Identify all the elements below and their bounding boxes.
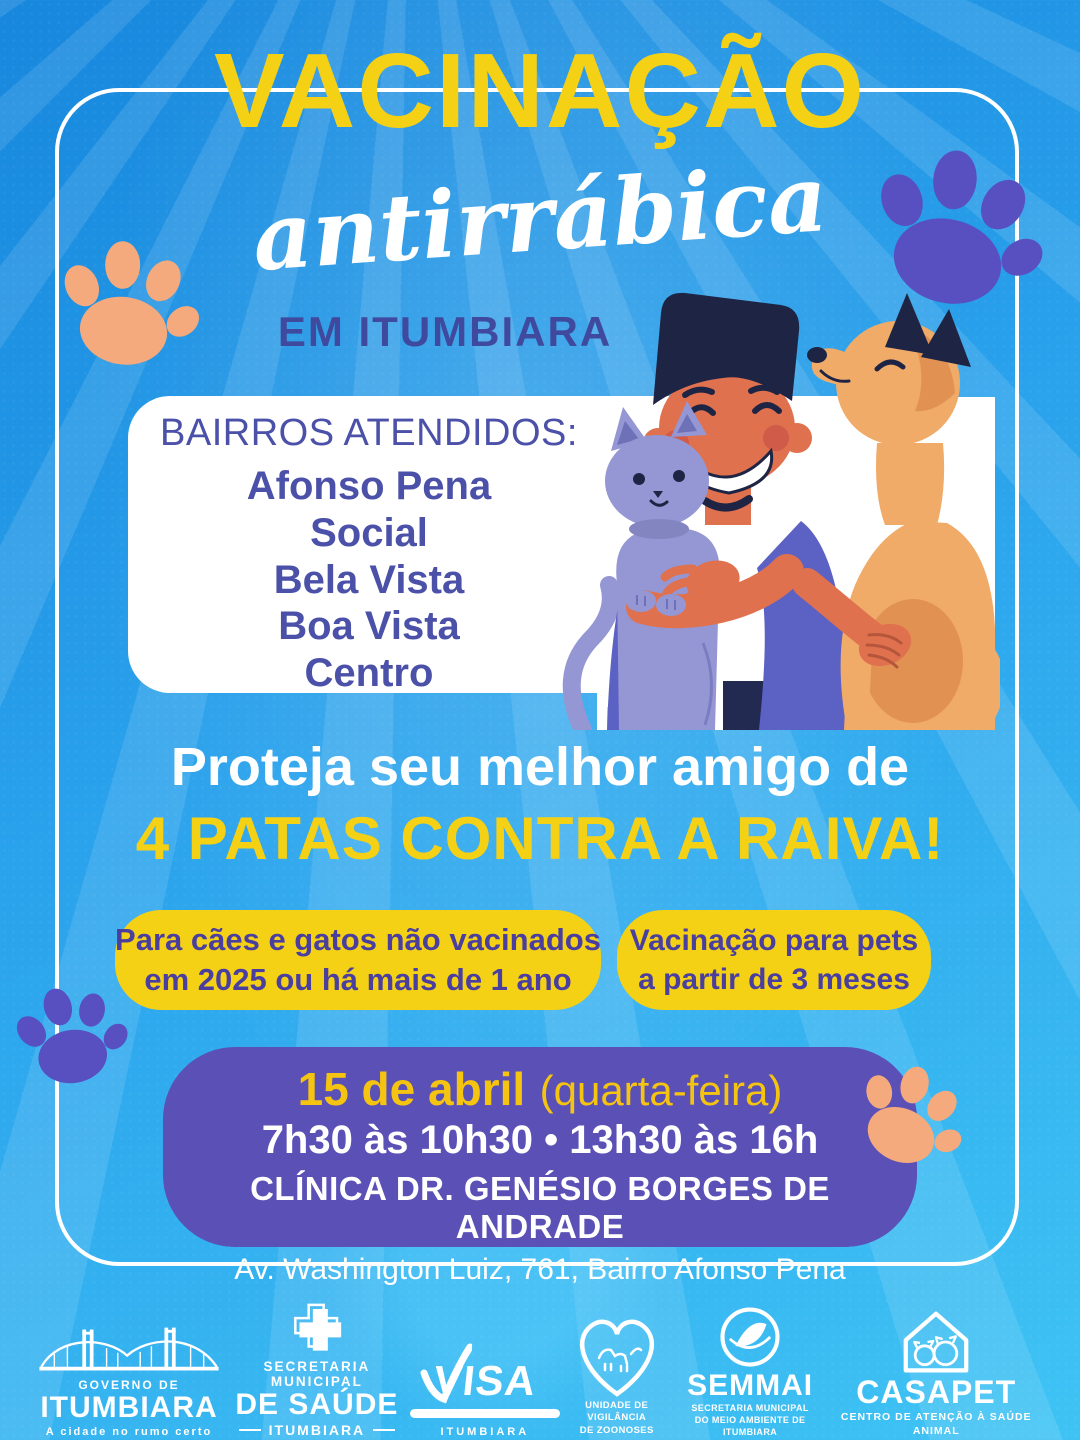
bairros-item: Centro: [304, 651, 434, 696]
pill-line: a partir de 3 meses: [638, 963, 910, 996]
logo-zoonoses: [560, 1314, 674, 1438]
logo-visa-name: VISA: [431, 1357, 539, 1404]
medical-cross-icon: [286, 1299, 348, 1359]
event-weekday: (quarta-feira): [539, 1067, 783, 1114]
info-pill-eligibility: [115, 910, 601, 1010]
logo-zoonoses-line1: UNIDADE DE VIGILÂNCIA: [585, 1399, 649, 1424]
logo-saude-name: DE SAÚDE: [235, 1387, 399, 1421]
poster-title: VACINAÇÃO: [213, 32, 867, 150]
man-with-cat-and-dog-illustration: [555, 283, 1000, 730]
leaf-circle-icon: [717, 1304, 783, 1370]
poster-region-line: EM ITUMBIARA: [277, 308, 613, 355]
bairros-item: Social: [310, 510, 428, 555]
logo-governo-name: ITUMBIARA: [40, 1390, 218, 1424]
pill-line: em 2025 ou há mais de 1 ano: [144, 962, 572, 997]
logo-saude-bottom: ITUMBIARA: [239, 1422, 396, 1438]
logo-semmai-name: SEMMAI: [687, 1369, 814, 1403]
logo-semmai-line2: DO MEIO AMBIENTE DE ITUMBIARA: [694, 1414, 806, 1437]
logo-zoonoses-line2: DE ZOONOSES: [579, 1425, 654, 1437]
event-date: 15 de abril: [297, 1063, 526, 1115]
pill-line: Para cães e gatos não vacinados: [115, 921, 601, 957]
event-hours: 7h30 às 10h30 • 13h30 às 16h: [261, 1117, 819, 1162]
logo-secretaria-saude: [224, 1299, 410, 1439]
bairros-item: Boa Vista: [278, 604, 460, 649]
pet-house-icon: [896, 1308, 976, 1376]
logo-governo-top: GOVERNO DE: [78, 1377, 180, 1392]
logo-casapet-tagline: CENTRO DE ATENÇÃO À SAÚDE ANIMAL: [840, 1410, 1032, 1437]
logo-casapet: [826, 1308, 1046, 1438]
tagline-rabies: 4 PATAS CONTRA A RAIVA!: [135, 805, 945, 872]
logo-semmai-line1: SECRETARIA MUNICIPAL: [691, 1402, 809, 1413]
logo-visa-bottom: ITUMBIARA: [440, 1426, 530, 1438]
bairros-list: [128, 412, 610, 697]
heart-animals-icon: [569, 1314, 665, 1400]
pill-line: Vacinação para pets: [629, 924, 919, 957]
logo-visa: [410, 1357, 560, 1438]
logo-governo-itumbiara: [34, 1322, 224, 1439]
logo-saude-top: SECRETARIA MUNICIPAL: [263, 1358, 371, 1389]
info-pill-age: [617, 910, 931, 1010]
event-date-line: [163, 1063, 917, 1116]
bairros-item: Afonso Pena: [246, 464, 492, 508]
institutional-logos-row: [34, 1288, 1046, 1438]
logo-governo-tagline: A cidade no rumo certo: [45, 1426, 213, 1438]
tagline-protect: Proteja seu melhor amigo de: [170, 737, 910, 797]
event-details-panel: [163, 1047, 917, 1286]
logo-visa-banner: [410, 1409, 560, 1418]
event-address: Av. Washington Luiz, 761, Bairro Afonso Pena: [234, 1252, 846, 1286]
bridge-icon: [34, 1322, 224, 1378]
logo-semmai: [674, 1304, 827, 1438]
event-venue: CLÍNICA DR. GENÉSIO BORGES DE ANDRADE: [250, 1169, 830, 1245]
bairros-item: Bela Vista: [273, 557, 465, 602]
bairros-heading: BAIRROS ATENDIDOS:: [160, 412, 578, 454]
poster-subtitle: antirrábica: [249, 144, 831, 292]
logo-casapet-name: CASAPET: [856, 1374, 1017, 1411]
